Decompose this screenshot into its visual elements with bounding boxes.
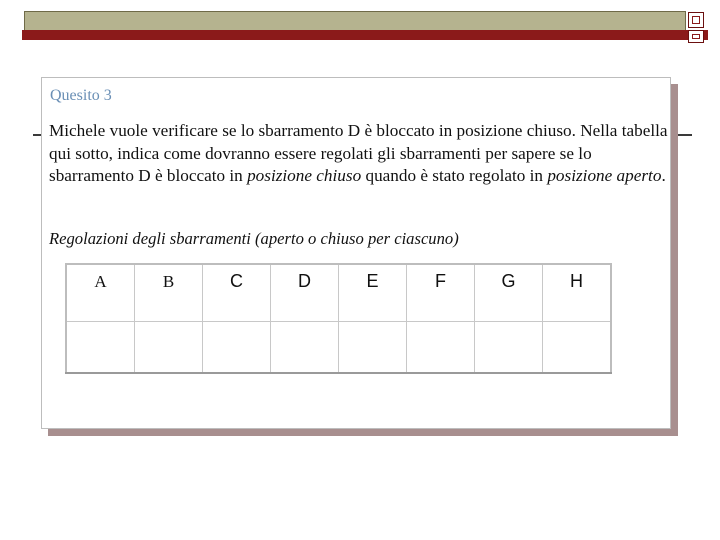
paragraph-run: Michele vuole verificare se lo sbarramento D è bloccato in posizione chiuso. Nella tabella qui sotto, indica come dovranno essere regolati gli sbarramenti per sapere se lo sbarramento D è bloccato in bbox=[49, 121, 668, 186]
answer-cell-e[interactable] bbox=[339, 321, 407, 373]
column-header-h: H bbox=[543, 264, 612, 321]
column-header-b: B bbox=[135, 264, 203, 321]
column-header-c: C bbox=[203, 264, 271, 321]
column-header-a: A bbox=[66, 264, 135, 321]
top-banner-band bbox=[24, 11, 686, 31]
answer-cell-h[interactable] bbox=[543, 321, 612, 373]
answer-cell-a[interactable] bbox=[66, 321, 135, 373]
bullet-mark bbox=[676, 134, 692, 136]
column-header-g: G bbox=[475, 264, 543, 321]
top-banner-stripe bbox=[22, 30, 708, 40]
question-title: Quesito 3 bbox=[50, 87, 112, 104]
table-header-row bbox=[66, 264, 611, 321]
column-header-f: F bbox=[407, 264, 475, 321]
paragraph-run: quando è stato regolato in bbox=[361, 166, 548, 186]
answer-cell-b[interactable] bbox=[135, 321, 203, 373]
answer-cell-c[interactable] bbox=[203, 321, 271, 373]
question-text-box bbox=[41, 77, 671, 429]
answer-cell-d[interactable] bbox=[271, 321, 339, 373]
column-header-e: E bbox=[339, 264, 407, 321]
paragraph-run: . bbox=[661, 166, 666, 186]
answer-cell-g[interactable] bbox=[475, 321, 543, 373]
settings-table bbox=[65, 263, 612, 374]
table-row bbox=[66, 321, 611, 373]
table-caption: Regolazioni degli sbarramenti (aperto o chiuso per ciascuno) bbox=[49, 229, 459, 248]
paragraph-run-italic: posizione aperto bbox=[547, 166, 662, 186]
paragraph-run-italic: posizione chiuso bbox=[247, 166, 362, 186]
question-paragraph bbox=[49, 120, 669, 188]
answer-cell-f[interactable] bbox=[407, 321, 475, 373]
corner-square-icon bbox=[688, 12, 704, 28]
column-header-d: D bbox=[271, 264, 339, 321]
corner-square-icon bbox=[688, 30, 704, 43]
